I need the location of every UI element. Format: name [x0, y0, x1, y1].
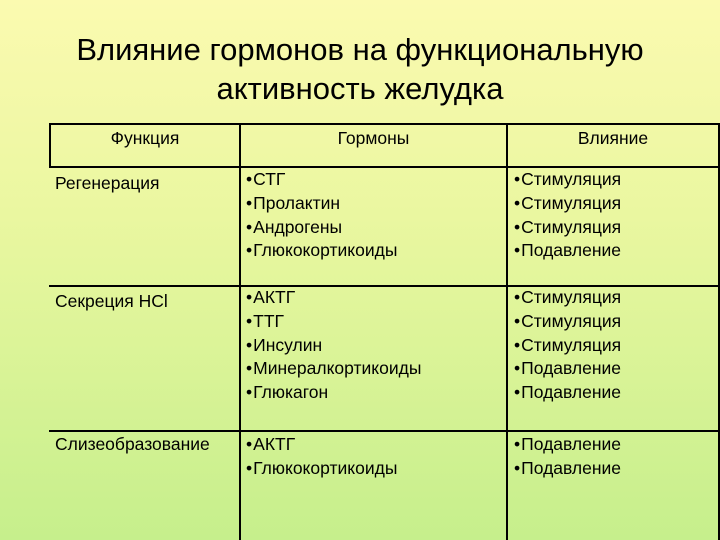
- row-1-hormones: [246, 168, 397, 263]
- row-divider-2: [49, 430, 720, 432]
- list-item: • Стимуляция: [514, 216, 621, 240]
- row-2-hormones: [246, 286, 421, 405]
- row-3-effects: [514, 433, 621, 481]
- row-1-function: Регенерация: [55, 173, 160, 193]
- list-item: • Глюкокортикоиды: [246, 239, 397, 263]
- list-item: • Подавление: [514, 357, 621, 381]
- list-item: • Стимуляция: [514, 192, 621, 216]
- list-item: • СТГ: [246, 168, 397, 192]
- row-2-function: Секреция HCl: [55, 291, 168, 311]
- list-item: • Подавление: [514, 381, 621, 405]
- column-divider-1: [239, 123, 241, 540]
- row-3-hormones: [246, 433, 397, 481]
- list-item: • АКТГ: [246, 433, 397, 457]
- list-item: • Пролактин: [246, 192, 397, 216]
- column-divider-2: [506, 123, 508, 540]
- list-item: • Минералкортикоиды: [246, 357, 421, 381]
- header-effect: Влияние: [577, 128, 649, 148]
- list-item: • Подавление: [514, 239, 621, 263]
- list-item: • Стимуляция: [514, 310, 621, 334]
- table-border-top: [49, 123, 720, 125]
- list-item: • Стимуляция: [514, 334, 621, 358]
- row-1-effects: [514, 168, 621, 263]
- title-line-1: Влияние гормонов на функциональную: [76, 32, 644, 67]
- header-function: Функция: [110, 128, 180, 148]
- list-item: • ТТГ: [246, 310, 421, 334]
- list-item: • Стимуляция: [514, 168, 621, 192]
- list-item: • Подавление: [514, 433, 621, 457]
- list-item: • Андрогены: [246, 216, 397, 240]
- header-hormones: Гормоны: [337, 128, 410, 148]
- list-item: • Глюкагон: [246, 381, 421, 405]
- list-item: • Глюкокортикоиды: [246, 457, 397, 481]
- list-item: • Подавление: [514, 457, 621, 481]
- row-3-function: Слизеобразование: [55, 434, 210, 454]
- list-item: • АКТГ: [246, 286, 421, 310]
- list-item: • Стимуляция: [514, 286, 621, 310]
- title-line-2: активность желудка: [216, 71, 504, 106]
- list-item: • Инсулин: [246, 334, 421, 358]
- row-2-effects: [514, 286, 621, 405]
